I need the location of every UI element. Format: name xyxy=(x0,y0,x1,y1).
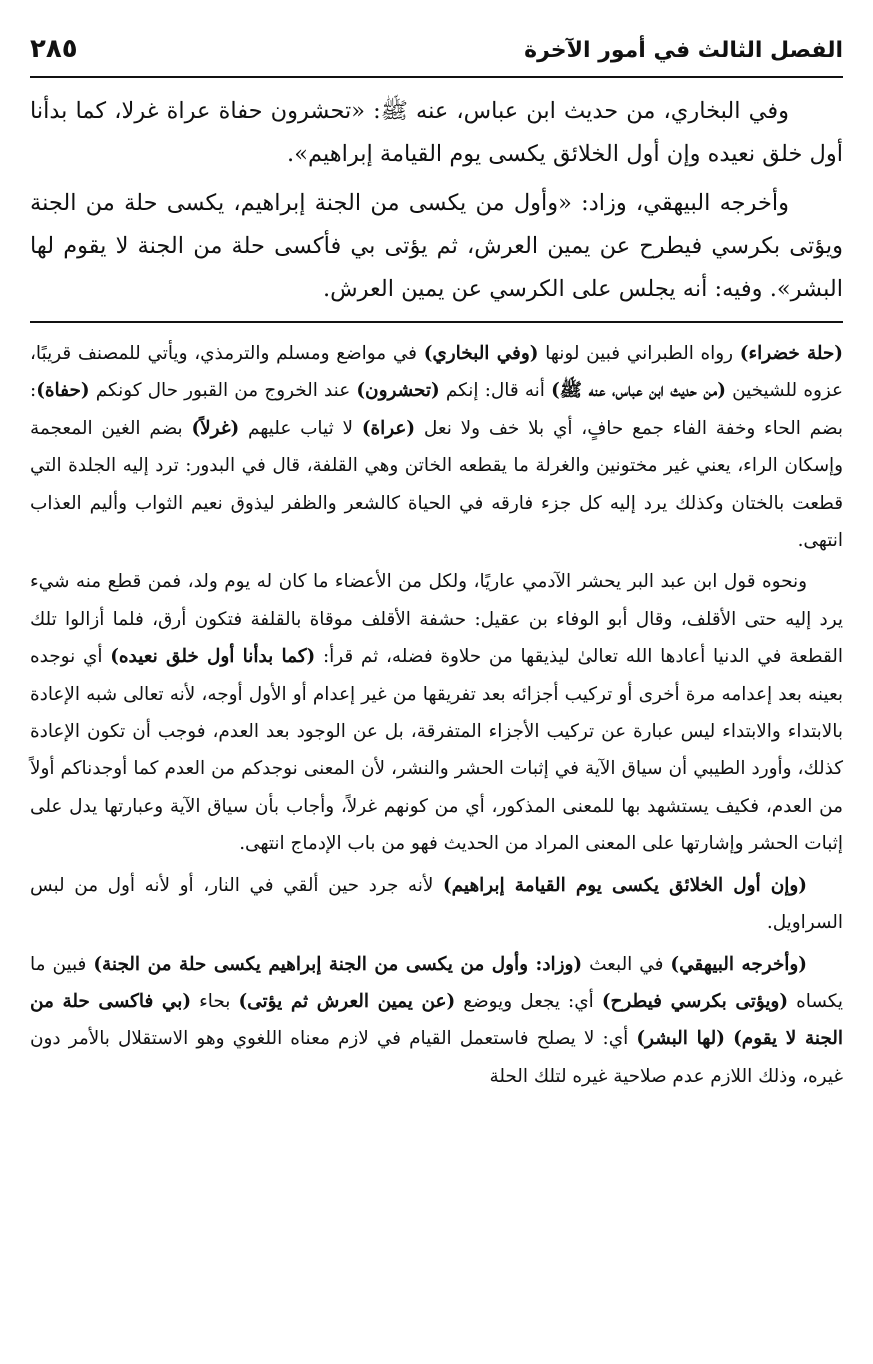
main-paragraph-2 xyxy=(30,182,843,311)
commentary xyxy=(30,335,843,1095)
bold-quote: (عن يمين العرش ثم يؤتى) xyxy=(238,990,456,1012)
main-text-segment: وأخرجه البيهقي، وزاد: «وأول من يكسى من الجنة إبراهيم، يكسى حلة من الجنة ويؤتى بكرسي فيطرح عن يمين العرش، ثم يؤتى بي فأكسى حلة من الجنة لا يقوم لها البشر». وفيه: أنه يجلس على الكرسي عن يمين العرش. xyxy=(30,190,843,302)
commentary-paragraph-4 xyxy=(30,946,843,1096)
commentary-text: ونحوه قول ابن عبد البر يحشر الآدمي عاريًا، ولكل من الأعضاء ما كان له يوم ولد، فمن قطع منه شيء يرد إليه حتى الأقلف، وقال أبو الوفاء بن عقيل: حشفة الأقلف موقاة بالقلفة فتكون أرق، فلما أزالوا تلك القطعة في الدنيا أعادها الله تعالىٰ ليذيقها من حلاوة فضله، ثم قرأ: xyxy=(30,571,843,668)
commentary-text: في البعث xyxy=(582,953,671,975)
commentary-text: فبين ما يكساه xyxy=(30,953,844,1012)
commentary-text: : بضم الحاء وخفة الفاء جمع حافٍ، أي بلا خف ولا نعل xyxy=(30,380,843,439)
commentary-text: لأنه جرد حين ألقي في النار، أو لأنه أول من لبس السراويل. xyxy=(30,874,843,934)
bold-quote: (وإن أول الخلائق يكسى يوم القيامة إبراهيم) xyxy=(442,874,807,896)
book-page xyxy=(30,34,843,1099)
bold-quote: (تحشرون) xyxy=(356,380,440,402)
commentary-text: أي: يجعل ويوضع xyxy=(455,990,602,1012)
commentary-text: عند الخروج من القبور حال كونكم xyxy=(89,380,357,402)
bold-quote: (وفي البخاري) xyxy=(423,343,539,364)
main-text xyxy=(30,78,843,311)
bold-quote: (عراة) xyxy=(361,417,416,439)
commentary-text: في مواضع ومسلم والترمذي، ويأتي للمصنف قريبًا، عزوه للشيخين xyxy=(30,343,843,402)
page-number: ٢٨٥ xyxy=(30,34,78,64)
footnote-separator xyxy=(30,321,843,323)
commentary-text: بضم الغين المعجمة وإسكان الراء، يعني غير مختونين والغرلة ما يقطعه الخاتن وهي القلفة، قال في البدور: ترد إليه الجلدة التي قطعت بالختان وكذلك يرد إليه كل جزء فارقه في الحياة كالشعر والظفر ليذوق نعيم الثواب وأليم العذاب انتهى. xyxy=(30,417,843,552)
commentary-text: أنه قال: إنكم xyxy=(439,380,552,402)
bold-quote: (وزاد: وأول من يكسى من الجنة إبراهيم يكسى حلة من الجنة) xyxy=(93,953,583,975)
commentary-text: أي نوجده بعينه بعد إعدامه مرة أخرى أو تركيب أجزائه بعد تفريقها من غير إعدام أو الأول أوجه، لأنه تعالى شبه الإعادة بالابتداء والابتداء ليس عبارة عن تركيب الأجزاء المتفرقة، بل عن الوجود بعد العدم، فوجب أن تكون الإعادة كذلك، وأورد الطيبي أن سياق الآية في إثبات الحشر والنشر، لأن المعنى نوجدكم من العدم كما أوجدناكم أولاً من العدم، فكيف يستشهد بها للمعنى المذكور، أي من كونهم غرلاً، وأجاب بأن سياق الآية وعبارتها يدل على إثبات الحشر وإشارتها على المعنى المراد من الحديث فهو من باب الإدماج انتهى. xyxy=(30,646,843,855)
commentary-paragraph-2 xyxy=(30,563,843,862)
bold-quote: (وأخرجه البيهقي) xyxy=(670,953,807,975)
bold-quote: (حلة خضراء) xyxy=(739,343,844,364)
main-paragraph-1 xyxy=(30,90,843,176)
main-text-segment: وفي البخاري، من حديث ابن عباس، عنه ﷺ: «تحشرون حفاة عراة غرلا، كما بدأنا أول خلق نعيده وإن أول الخلائق يكسى يوم القيامة إبراهيم». xyxy=(30,98,843,167)
bold-quote: (غرلاً) xyxy=(191,417,240,439)
chapter-title: الفصل الثالث في أمور الآخرة xyxy=(524,38,843,63)
bold-quote: (لها البشر) xyxy=(636,1028,725,1050)
commentary-text: بحاء xyxy=(191,990,239,1012)
bold-quote: (ويؤتى بكرسي فيطرح) xyxy=(601,990,789,1012)
bold-quote: (كما بدأنا أول خلق نعيده) xyxy=(110,646,316,668)
commentary-text xyxy=(725,1028,733,1049)
bold-quote: (حفاة) xyxy=(36,380,90,402)
commentary-paragraph-3 xyxy=(30,867,843,942)
commentary-text: فاستعمل القيام في لازم معناه اللغوي وهو الاستقلال بالأمر دون غيره، وذلك اللازم عدم صلاحية غيره لتلك الحلة xyxy=(30,1028,843,1087)
commentary-text: أي: لا يصلح xyxy=(528,1028,637,1050)
commentary-text: لا ثياب عليهم xyxy=(239,417,362,439)
bold-quote: (من حديث ابن عباس، عنه ﷺ) xyxy=(551,380,726,402)
bold-quote: (بي فاكسى حلة من الجنة لا يقوم) xyxy=(30,990,843,1050)
commentary-text: رواه الطبراني فبين لونها xyxy=(538,343,740,364)
page-header xyxy=(30,34,843,78)
commentary-paragraph-1 xyxy=(30,335,843,559)
